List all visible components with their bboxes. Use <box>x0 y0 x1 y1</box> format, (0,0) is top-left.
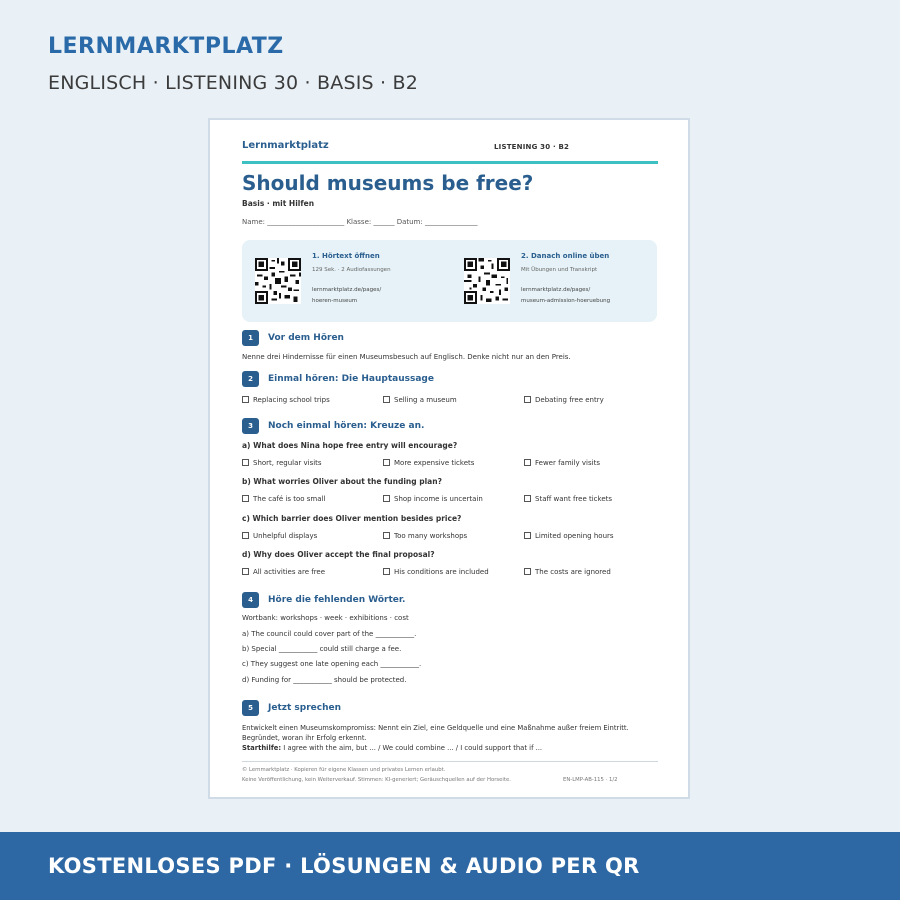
checkbox-option[interactable]: Staff want free tickets <box>524 495 612 503</box>
checkbox-icon <box>383 459 390 466</box>
gap-line[interactable]: d) Funding for ___________ should be protected. <box>242 676 407 684</box>
sheet-level: Basis · mit Hilfen <box>242 199 315 208</box>
checkbox-option[interactable]: All activities are free <box>242 568 325 576</box>
checkbox-icon <box>383 532 390 539</box>
qr-1-url[interactable] <box>312 285 381 306</box>
checkbox-icon <box>383 396 390 403</box>
checkbox-icon <box>242 396 249 403</box>
section-title: Noch einmal hören: Kreuze an. <box>268 421 425 431</box>
checkbox-option[interactable]: Unhelpful displays <box>242 532 317 540</box>
qr-code-icon[interactable] <box>255 258 301 304</box>
checkbox-option[interactable]: Shop income is uncertain <box>383 495 483 503</box>
checkbox-icon <box>383 495 390 502</box>
license-line: Keine Veröffentlichung, kein Weiterverkauf. Stimmen: KI-generiert; Geräuschquellen auf der Horseite. <box>242 777 511 783</box>
checkbox-icon <box>524 495 531 502</box>
sheet-tag: LISTENING 30 · B2 <box>494 143 570 151</box>
qr-1-meta: 129 Sek. · 2 Audiofassungen <box>312 267 391 273</box>
speaking-task <box>242 723 660 753</box>
section-title: Einmal hören: Die Hauptaussage <box>268 374 434 384</box>
checkbox-icon <box>242 495 249 502</box>
qr-1-title: 1. Hörtext öffnen <box>312 252 380 260</box>
promo-banner <box>0 832 900 900</box>
footer-divider <box>242 761 658 762</box>
gap-line[interactable]: a) The council could cover part of the ___________. <box>242 630 417 638</box>
question: c) Which barrier does Oliver mention besides price? <box>242 514 462 523</box>
copyright-line: © Lernmarktplatz · Kopieren für eigene Klassen und privates Lernen erlaubt. <box>242 767 446 773</box>
name-line: Name: ______________________ Klasse: ______ Datum: _______________ <box>242 218 478 226</box>
qr-1-url-line1: lernmarktplatz.de/pages/ <box>312 287 382 293</box>
gap-line[interactable]: c) They suggest one late opening each ___________. <box>242 660 422 668</box>
question: a) What does Nina hope free entry will encourage? <box>242 441 458 450</box>
section-number: 3 <box>242 418 259 434</box>
gap-line[interactable]: b) Special ___________ could still charge a fee. <box>242 645 402 653</box>
checkbox-option[interactable]: Selling a museum <box>383 396 457 404</box>
promo-text: KOSTENLOSES PDF · LÖSUNGEN & AUDIO PER QR <box>48 854 640 878</box>
word-bank: Wortbank: workshops · week · exhibitions · cost <box>242 614 409 622</box>
header-rule <box>242 161 658 164</box>
section-number: 5 <box>242 700 259 716</box>
section-number: 1 <box>242 330 259 346</box>
section-instruction: Nenne drei Hindernisse für einen Museumsbesuch auf Englisch. Denke nicht nur an den Preis. <box>242 353 571 361</box>
section-number: 4 <box>242 592 259 608</box>
speaking-help: Starthilfe: I agree with the aim, but ... / We could combine ... / I could support that if ... <box>242 744 543 752</box>
qr-2-title: 2. Danach online üben <box>521 252 610 260</box>
checkbox-option[interactable]: Limited opening hours <box>524 532 614 540</box>
section-title: Jetzt sprechen <box>268 703 342 713</box>
qr-1-url-line2: hoeren-museum <box>312 297 358 304</box>
checkbox-option[interactable]: More expensive tickets <box>383 459 474 467</box>
question: d) Why does Oliver accept the final proposal? <box>242 550 435 559</box>
qr-2-url-line2: museum-admission-hoeruebung <box>521 297 611 304</box>
checkbox-icon <box>524 532 531 539</box>
checkbox-option[interactable]: His conditions are included <box>383 568 489 576</box>
checkbox-option[interactable]: Fewer family visits <box>524 459 600 467</box>
checkbox-option[interactable]: Debating free entry <box>524 396 604 404</box>
speaking-instruction: Entwickelt einen Museumskompromiss: Nennt ein Ziel, eine Geldquelle und eine Maßnahme außer freiem Eintritt. Begründet, woran ihr Erfolg erkennt. <box>242 724 629 742</box>
section-title: Vor dem Hören <box>268 333 344 343</box>
brand-title: LERNMARKTPLATZ <box>48 34 284 59</box>
question: b) What worries Oliver about the funding plan? <box>242 477 442 486</box>
qr-panel <box>242 240 657 322</box>
qr-2-url-line1: lernmarktplatz.de/pages/ <box>521 287 591 293</box>
section-title: Höre die fehlenden Wörter. <box>268 595 406 605</box>
checkbox-option[interactable]: The costs are ignored <box>524 568 611 576</box>
checkbox-icon <box>242 532 249 539</box>
qr-2-url[interactable] <box>521 285 610 306</box>
checkbox-option[interactable]: Replacing school trips <box>242 396 330 404</box>
checkbox-icon <box>242 568 249 575</box>
checkbox-icon <box>524 459 531 466</box>
checkbox-option[interactable]: Short, regular visits <box>242 459 322 467</box>
section-number: 2 <box>242 371 259 387</box>
checkbox-icon <box>383 568 390 575</box>
checkbox-icon <box>524 396 531 403</box>
product-subtitle: ENGLISCH · LISTENING 30 · BASIS · B2 <box>48 72 419 94</box>
qr-2-meta: Mit Übungen und Transkript <box>521 267 598 273</box>
checkbox-icon <box>242 459 249 466</box>
qr-code-icon[interactable] <box>464 258 510 304</box>
checkbox-icon <box>524 568 531 575</box>
checkbox-option[interactable]: The café is too small <box>242 495 325 503</box>
sheet-title: Should museums be free? <box>242 171 534 195</box>
sheet-brand: Lernmarktplatz <box>242 140 329 151</box>
checkbox-option[interactable]: Too many workshops <box>383 532 467 540</box>
worksheet-preview <box>208 118 690 799</box>
document-code: EN-LMP-AB-115 · 1/2 <box>563 777 618 783</box>
